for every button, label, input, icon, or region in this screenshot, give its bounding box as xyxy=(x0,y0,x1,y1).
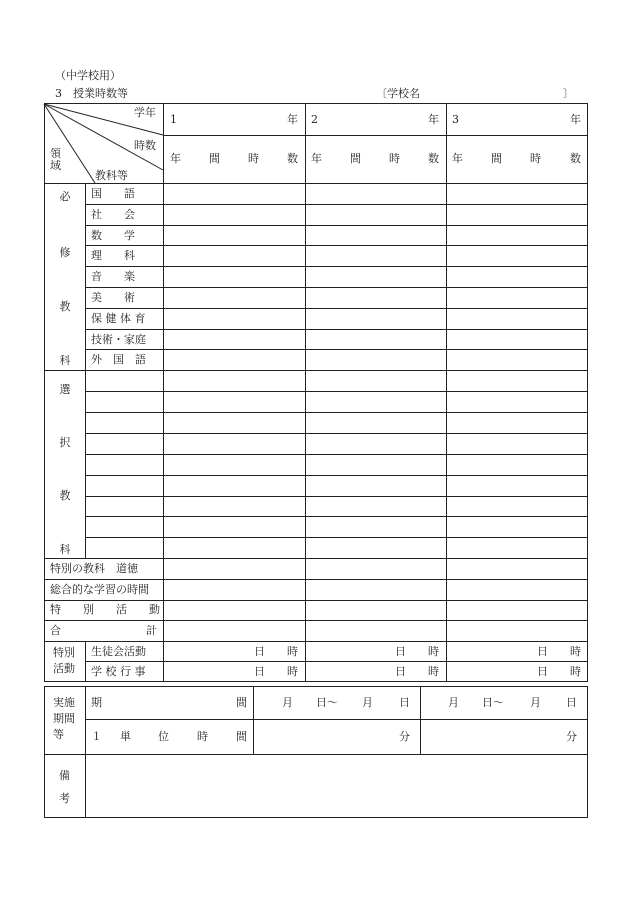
grade-1-suffix: 年 xyxy=(287,113,298,126)
grade-1-number: 1 xyxy=(170,113,177,126)
subject-name: 美 術 xyxy=(91,291,135,304)
hour-label: 時 xyxy=(570,665,581,678)
school-events-label: 学 校 行 事 xyxy=(91,665,146,678)
date-day-tilde: 日～ xyxy=(482,696,504,709)
subject-name: 外 国 語 xyxy=(91,353,146,366)
grade-3-number: 3 xyxy=(452,113,459,126)
subject-name: 音 楽 xyxy=(91,270,135,283)
minutes-label: 分 xyxy=(399,730,410,743)
day-label: 日 xyxy=(254,645,265,658)
unit-time-char: 間 xyxy=(236,730,247,743)
annual-hours-char: 年 xyxy=(170,152,181,165)
date-month: 月 xyxy=(530,696,541,709)
total-label-right: 計 xyxy=(146,624,157,637)
elective-label-char: 択 xyxy=(59,436,71,449)
elective-label-char: 教 xyxy=(59,489,71,502)
period-text-left: 期 xyxy=(91,696,102,709)
day-label: 日 xyxy=(537,665,548,678)
subject-name: 保 健 体 育 xyxy=(91,312,146,325)
date-month: 月 xyxy=(282,696,293,709)
grade-3-suffix: 年 xyxy=(570,113,581,126)
remarks-label-1: 備 xyxy=(59,769,70,782)
day-label: 日 xyxy=(395,645,406,658)
day-label: 日 xyxy=(537,645,548,658)
date-day: 日 xyxy=(566,696,577,709)
diag-grade-label: 学年 xyxy=(134,106,156,119)
period-label-2: 期間 xyxy=(53,712,75,725)
student-council-label: 生徒会活動 xyxy=(91,645,146,658)
annual-hours-char: 数 xyxy=(287,152,298,165)
day-label: 日 xyxy=(395,665,406,678)
subject-name: 社 会 xyxy=(91,208,135,221)
subject-name: 国 語 xyxy=(91,187,135,200)
required-label-char: 必 xyxy=(59,190,71,203)
section-title: 3 授業時数等 xyxy=(55,87,128,100)
annual-hours-char: 数 xyxy=(570,152,581,165)
period-label-3: 等 xyxy=(53,728,64,741)
period-text-right: 間 xyxy=(236,696,247,709)
period-label-1: 実施 xyxy=(53,696,75,709)
diag-area-label-1: 領 xyxy=(50,147,61,160)
elective-label-char: 科 xyxy=(59,543,71,556)
remarks-label-2: 考 xyxy=(59,792,70,805)
diag-hours-label: 時数 xyxy=(134,139,156,152)
date-day-tilde: 日～ xyxy=(316,696,338,709)
annual-hours-char: 時 xyxy=(248,152,259,165)
annual-hours-char: 数 xyxy=(428,152,439,165)
grade-2-suffix: 年 xyxy=(428,113,439,126)
date-month: 月 xyxy=(448,696,459,709)
annual-hours-char: 時 xyxy=(389,152,400,165)
required-label-char: 科 xyxy=(59,354,71,367)
elective-label-char: 選 xyxy=(59,383,71,396)
total-label-left: 合 xyxy=(50,624,61,637)
annual-hours-char: 時 xyxy=(530,152,541,165)
moral-education-label: 特別の教科 道徳 xyxy=(50,562,138,575)
school-level-label: （中学校用） xyxy=(55,69,121,82)
subject-name: 理 科 xyxy=(91,249,135,262)
hour-label: 時 xyxy=(287,665,298,678)
required-label-char: 修 xyxy=(59,246,71,259)
hour-label: 時 xyxy=(287,645,298,658)
annual-hours-char: 間 xyxy=(350,152,361,165)
unit-time-char: 単 xyxy=(120,730,131,743)
hour-label: 時 xyxy=(428,665,439,678)
diag-subjects-label: 教科等 xyxy=(95,169,128,182)
unit-time-char: １ xyxy=(91,730,102,743)
integrated-study-label: 総合的な学習の時間 xyxy=(50,583,149,596)
date-month: 月 xyxy=(362,696,373,709)
subject-name: 技術・家庭 xyxy=(91,333,146,346)
minutes-label: 分 xyxy=(566,730,577,743)
subject-name: 数 学 xyxy=(91,229,135,242)
unit-time-char: 時 xyxy=(197,730,208,743)
annual-hours-char: 間 xyxy=(491,152,502,165)
diag-area-label-2: 域 xyxy=(50,159,61,172)
unit-time-char: 位 xyxy=(158,730,169,743)
day-label: 日 xyxy=(254,665,265,678)
hour-label: 時 xyxy=(570,645,581,658)
annual-hours-char: 年 xyxy=(311,152,322,165)
date-day: 日 xyxy=(399,696,410,709)
annual-hours-char: 間 xyxy=(209,152,220,165)
grade-2-number: 2 xyxy=(311,113,318,126)
special-activity-label-1: 特別 xyxy=(53,646,75,659)
required-label-char: 教 xyxy=(59,300,71,313)
annual-hours-char: 年 xyxy=(452,152,463,165)
school-name-close: 〕 xyxy=(563,87,574,100)
school-name-label: 〔学校名 xyxy=(376,87,420,100)
special-activities-label: 特 別 活 動 xyxy=(50,603,160,616)
hour-label: 時 xyxy=(428,645,439,658)
special-activity-label-2: 活動 xyxy=(53,662,75,675)
